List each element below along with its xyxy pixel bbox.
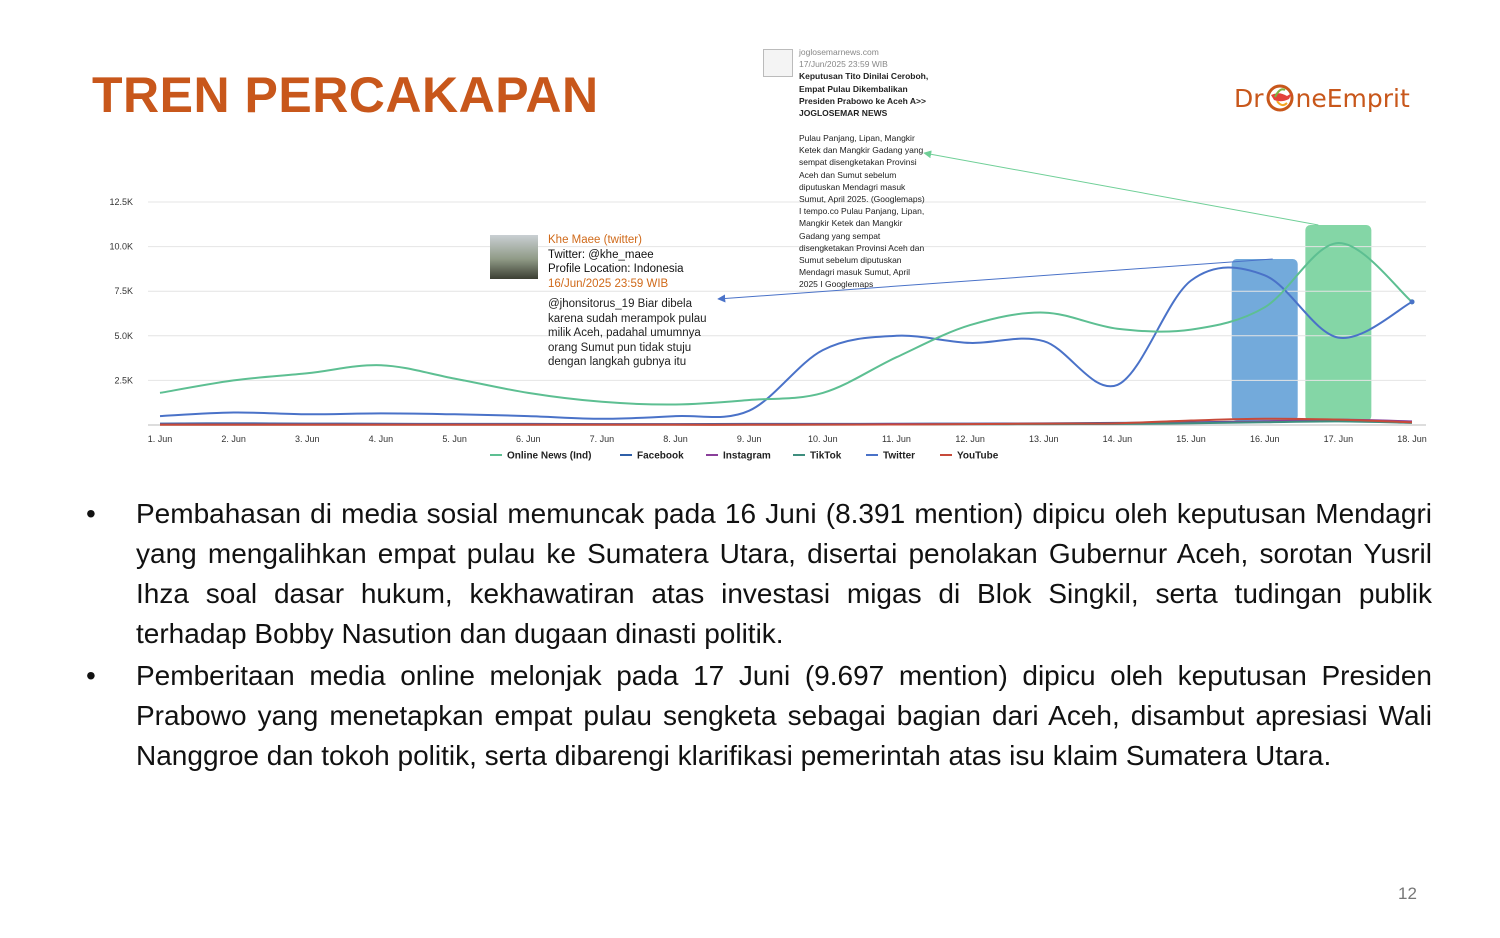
- tweet-author: Khe Maee (twitter): [548, 234, 642, 246]
- bullet-item: [80, 494, 1432, 654]
- tweet-text: @jhonsitorus_19 Biar dibela karena sudah merampok pulau milik Aceh, padahal umumnya orang Sumut pun tidak stuju dengan langkah gubnya itu: [548, 298, 707, 368]
- y-tick-label: 2.5K: [114, 375, 133, 386]
- news-pointer-arrow: [924, 153, 1318, 225]
- y-tick-label: 5.0K: [114, 330, 133, 341]
- highlight-bar: [1232, 259, 1298, 421]
- x-tick-label: 16. Jun: [1249, 434, 1280, 444]
- bullet-marker: •: [86, 498, 96, 529]
- x-tick-label: 6. Jun: [515, 434, 541, 444]
- x-tick-label: 10. Jun: [808, 434, 838, 444]
- x-tick-label: 9. Jun: [736, 434, 762, 444]
- bullet-text: Pembahasan di media sosial memuncak pada 16 Juni (8.391 mention) dipicu oleh keputusan Mendagri yang mengalihkan empat pulau ke Sumatera Utara, disertai penolakan Gubernur Aceh, sorotan Yusril Ihza soal dasar hukum, kekhawatiran atas investasi migas di Blok Singkil, serta tudingan publik terhadap Bobby Nasution dan dugaan dinasti politik.: [136, 498, 1432, 649]
- x-tick-label: 18. Jun: [1397, 434, 1427, 444]
- logo-text-emprit: Emprit: [1326, 83, 1410, 113]
- logo-text-dr: Dr: [1234, 83, 1264, 113]
- bullet-text: Pemberitaan media online melonjak pada 17 Juni (9.697 mention) dipicu oleh keputusan Presiden Prabowo yang menetapkan empat pulau sengketa sebagai bagian dari Aceh, disambut apresiasi Wali Nanggroe dan tokoh politik, serta dibarengi klarifikasi pemerintah atas isu klaim Sumatera Utara.: [136, 660, 1432, 771]
- x-tick-label: 8. Jun: [663, 434, 688, 444]
- legend-item: [940, 451, 999, 462]
- series-line-twitter: [160, 267, 1412, 418]
- tweet-location: Profile Location: Indonesia: [548, 263, 684, 275]
- legend-label: Online News (Ind): [507, 450, 592, 462]
- x-tick-label: 3. Jun: [295, 434, 320, 444]
- legend-item: [866, 451, 915, 462]
- page-number: 12: [1398, 884, 1417, 903]
- legend-label: Instagram: [723, 450, 771, 462]
- news-header: [799, 46, 931, 119]
- bullet-marker: •: [86, 660, 96, 691]
- x-tick-label: 12. Jun: [955, 434, 985, 444]
- x-tick-label: 7. Jun: [589, 434, 615, 444]
- x-axis: [148, 434, 1427, 444]
- tweet-header: [548, 233, 728, 291]
- legend-item: [490, 451, 591, 462]
- highlight-layer: [1232, 225, 1372, 421]
- y-tick-label: 10.0K: [109, 241, 133, 252]
- y-axis: [109, 197, 133, 385]
- tweet-handle: Twitter: @khe_maee: [548, 248, 654, 261]
- x-tick-label: 11. Jun: [882, 434, 911, 444]
- x-tick-label: 15. Jun: [1176, 434, 1206, 444]
- news-source: joglosemarnews.com: [799, 47, 879, 57]
- x-tick-label: 13. Jun: [1028, 434, 1059, 444]
- news-timestamp: 17/Jun/2025 23:59 WIB: [799, 59, 888, 70]
- tweet-timestamp: 16/Jun/2025 23:59 WIB: [548, 277, 669, 290]
- legend-item: [793, 451, 842, 462]
- x-tick-label: 14. Jun: [1102, 434, 1133, 444]
- x-tick-label: 2. Jun: [221, 434, 246, 444]
- legend-label: TikTok: [810, 450, 842, 462]
- series-lines: [160, 243, 1415, 425]
- news-headline: Keputusan Tito Dinilai Ceroboh, Empat Pulau Dikembalikan Presiden Prabowo ke Aceh A>> JOGLOSEMAR NEWS: [799, 71, 929, 119]
- y-tick-label: 7.5K: [114, 286, 133, 297]
- series-end-point: [1410, 299, 1415, 304]
- slide-title: TREN PERCAKAPAN: [92, 67, 599, 123]
- legend-label: Facebook: [637, 450, 684, 462]
- legend-label: Twitter: [883, 450, 916, 462]
- legend-item: [706, 451, 771, 462]
- news-text: Pulau Panjang, Lipan, Mangkir Ketek dan Mangkir Gadang yang sempat disengketakan Provinsi Aceh dan Sumut sebelum diputuskan Mendagri masuk Sumut, April 2025. (Googlemaps) I tempo.co Pulau Panjang, Lipan, Mangkir Ketek dan Mangkir Gadang yang sempat disengketakan Provinsi Aceh dan Sumut sebelum diputuskan Mendagri masuk Sumut, April 2025 I Googlemaps: [799, 133, 925, 290]
- x-tick-label: 17. Jun: [1323, 434, 1354, 444]
- chart-legend: [490, 451, 999, 462]
- news-thumbnail: [763, 49, 793, 77]
- tweet-avatar: [490, 235, 538, 279]
- legend-item: [620, 451, 684, 462]
- x-tick-label: 4. Jun: [368, 434, 394, 444]
- bullet-item: [80, 656, 1432, 776]
- bullet-list: [80, 494, 1432, 778]
- x-tick-label: 1. Jun: [147, 434, 173, 444]
- x-tick-label: 5. Jun: [442, 434, 467, 444]
- logo-text-ne: ne: [1295, 83, 1327, 113]
- y-tick-label: 12.5K: [109, 197, 133, 207]
- legend-label: YouTube: [957, 450, 999, 462]
